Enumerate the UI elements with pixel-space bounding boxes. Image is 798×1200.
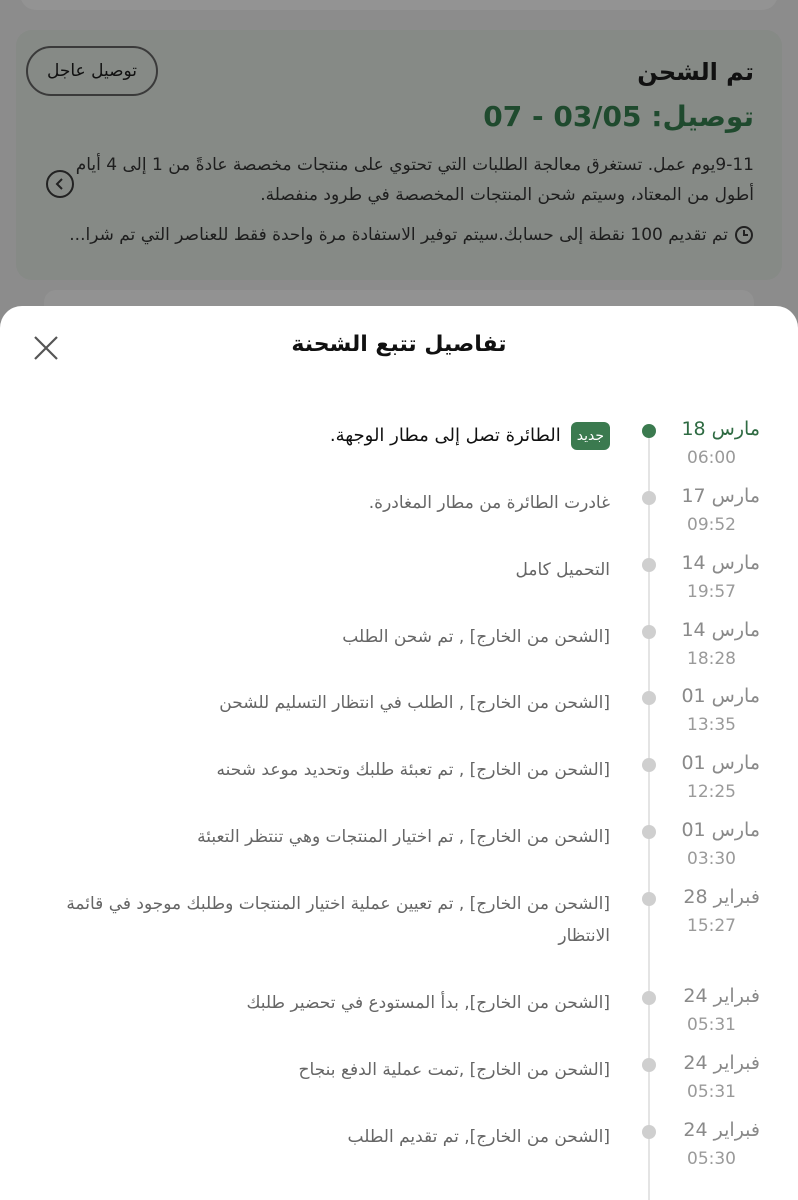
event-text: [الشحن من الخارج] ,تمت عملية الدفع بنجاح: [298, 1060, 610, 1080]
urgent-delivery-button[interactable]: توصيل عاجل: [26, 46, 158, 96]
event-time: 15:27: [687, 916, 736, 936]
event-date: مارس 18: [681, 418, 760, 440]
delivery-window: توصيل: 03/05 - 07: [483, 100, 754, 133]
processing-note: 9-11يوم عمل. تستغرق معالجة الطلبات التي تحتوي على منتجات مخصصة عادةً من 1 إلى 4 أيام أطول من المعتاد، وسيتم شحن المنتجات المخصصة في طرود منفصلة.: [75, 155, 754, 205]
chevron-left-icon[interactable]: [46, 170, 74, 198]
event-time: 06:00: [687, 448, 736, 468]
event-date: مارس 01: [681, 685, 760, 707]
timeline-dot: [642, 491, 656, 505]
timeline-dot: [642, 691, 656, 705]
event-time: 13:35: [687, 715, 736, 735]
shipment-status-title: تم الشحن: [637, 58, 754, 86]
event-text: [الشحن من الخارج] , الطلب في انتظار التسليم للشحن: [219, 693, 610, 713]
event-text: [الشحن من الخارج] , تم تعيين عملية اختيار المنتجات وطلبك موجود في قائمة الانتظار: [66, 894, 610, 946]
event-time: 05:31: [687, 1082, 736, 1102]
timeline-dot: [642, 1058, 656, 1072]
event-description: الطائرة تصل إلى مطار الوجهة.: [329, 425, 561, 446]
event-text: التحميل كامل: [515, 560, 610, 580]
event-text: [الشحن من الخارج], تم تقديم الطلب: [347, 1127, 610, 1147]
timeline-dot: [642, 625, 656, 639]
timeline-dot: [642, 892, 656, 906]
event-date: مارس 01: [681, 752, 760, 774]
event-text: غادرت الطائرة من مطار المغادرة.: [368, 493, 610, 513]
event-time: 18:28: [687, 649, 736, 669]
event-date: فبراير 28: [683, 886, 760, 908]
event-date: مارس 14: [681, 552, 760, 574]
points-note-row: [34, 225, 754, 245]
event-date: فبراير 24: [683, 985, 760, 1007]
sheet-title: تفاصيل تتبع الشحنة: [291, 332, 507, 357]
event-text: [الشحن من الخارج], بدأ المستودع في تحضير طلبك: [246, 993, 610, 1013]
background-page: [0, 0, 798, 330]
timeline-line: [648, 426, 650, 1200]
event-text: [الشحن من الخارج] , تم شحن الطلب: [342, 627, 610, 647]
event-date: مارس 14: [681, 619, 760, 641]
event-date: فبراير 24: [683, 1052, 760, 1074]
timeline-dot: [642, 991, 656, 1005]
event-date: مارس 01: [681, 819, 760, 841]
timeline-dot: [642, 758, 656, 772]
event-text: [الشحن من الخارج] , تم اختيار المنتجات وهي تنتظر التعبئة: [197, 827, 610, 847]
event-time: 05:30: [687, 1149, 736, 1169]
new-badge: جديد: [571, 422, 610, 450]
event-text: [الشحن من الخارج] , تم تعبئة طلبك وتحديد موعد شحنه: [216, 760, 610, 780]
timeline-dot: [642, 825, 656, 839]
event-text: [50, 420, 610, 452]
clock-icon: [734, 225, 754, 245]
event-date: فبراير 24: [683, 1119, 760, 1141]
event-time: 19:57: [687, 582, 736, 602]
points-note: تم تقديم 100 نقطة إلى حسابك.سيتم توفير الاستفادة مرة واحدة فقط للعناصر التي تم شرا...: [69, 225, 728, 245]
timeline-dot: [642, 558, 656, 572]
timeline-dot: [642, 1125, 656, 1139]
previous-card: [20, 0, 778, 10]
event-time: 05:31: [687, 1015, 736, 1035]
event-time: 03:30: [687, 849, 736, 869]
event-time: 12:25: [687, 782, 736, 802]
tracking-details-sheet: [0, 306, 798, 1200]
event-time: 09:52: [687, 515, 736, 535]
event-date: مارس 17: [681, 485, 760, 507]
timeline-dot-active: [642, 424, 656, 438]
